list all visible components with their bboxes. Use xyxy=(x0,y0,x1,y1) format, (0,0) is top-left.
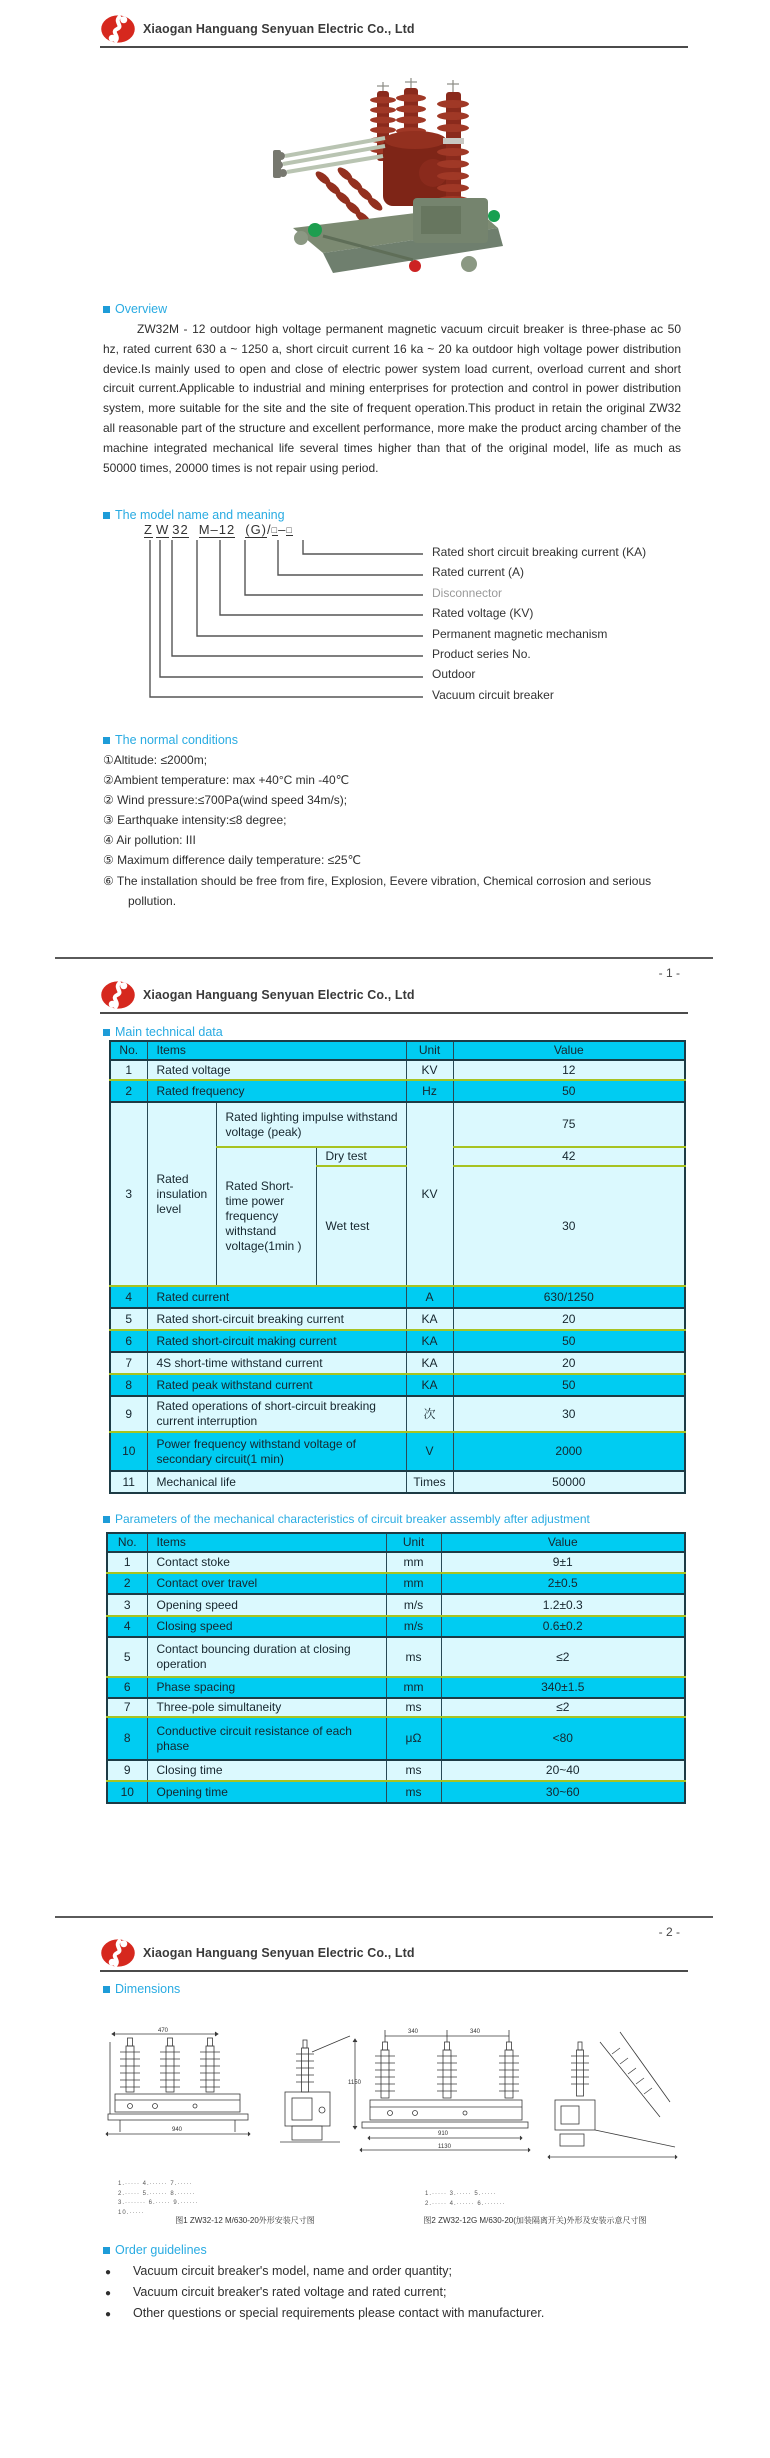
table-row xyxy=(110,1330,685,1352)
col-header: Unit xyxy=(386,1533,441,1552)
cell-no: 3 xyxy=(110,1102,147,1286)
table-row xyxy=(107,1594,685,1616)
cell-unit: KA xyxy=(406,1308,453,1330)
overview-title: Overview xyxy=(115,302,168,316)
table-row xyxy=(110,1080,685,1102)
order-list xyxy=(103,2261,693,2324)
table-row xyxy=(107,1637,685,1677)
cell-item: Contact stoke xyxy=(147,1552,386,1573)
annotation-line: 2.····· 4.······ 6.······· xyxy=(425,2200,506,2207)
dim-label: 470 xyxy=(158,2028,169,2034)
cell-no: 1 xyxy=(107,1552,147,1573)
cell-value: 50 xyxy=(453,1080,685,1102)
cell-value: 30~60 xyxy=(441,1781,685,1803)
table-row xyxy=(110,1374,685,1396)
table-row xyxy=(107,1677,685,1698)
cell-dry-label: Dry test xyxy=(316,1147,406,1166)
cell-no: 6 xyxy=(107,1677,147,1698)
cell-value: 50000 xyxy=(453,1471,685,1493)
cell-value: 30 xyxy=(453,1396,685,1432)
cell-item: Rated short-circuit breaking current xyxy=(147,1308,406,1330)
cell-no: 10 xyxy=(107,1781,147,1803)
table-row xyxy=(110,1396,685,1432)
dim-label: 1130 xyxy=(438,2144,451,2150)
table-header-row xyxy=(107,1533,685,1552)
dim-label: 1150 xyxy=(348,2080,361,2086)
cell-unit: KV xyxy=(406,1102,453,1286)
cell-no: 9 xyxy=(110,1396,147,1432)
company-logo xyxy=(100,14,136,44)
dim-label: 940 xyxy=(172,2127,183,2133)
cell-unit: μΩ xyxy=(386,1717,441,1760)
cell-no: 4 xyxy=(110,1286,147,1308)
table-row xyxy=(110,1308,685,1330)
cell-value: 20 xyxy=(453,1352,685,1374)
cell-value: 20 xyxy=(453,1308,685,1330)
cell-no: 11 xyxy=(110,1471,147,1493)
table-row xyxy=(107,1698,685,1717)
col-header: No. xyxy=(107,1533,147,1552)
table-row xyxy=(110,1352,685,1374)
order-title: Order guidelines xyxy=(115,2243,207,2257)
cell-no: 4 xyxy=(107,1616,147,1637)
cell-freq-label: Rated Short-time power frequency withstand voltage(1min ) xyxy=(216,1147,316,1286)
condition-item: ④ Air pollution: III xyxy=(103,833,196,848)
dim-label: 340 xyxy=(408,2029,419,2035)
section-bullet-icon xyxy=(103,1029,110,1036)
cell-item: Contact over travel xyxy=(147,1573,386,1594)
cell-unit: 次 xyxy=(406,1396,453,1432)
cell-value: 2000 xyxy=(453,1432,685,1471)
section-bullet-icon xyxy=(103,306,110,313)
cell-value: 20~40 xyxy=(441,1760,685,1781)
cell-item: Opening time xyxy=(147,1781,386,1803)
condition-item: ⑥ The installation should be free from fire, Explosion, Eevere vibration, Chemical corrosion and serious pollution. xyxy=(103,873,652,908)
cell-no: 1 xyxy=(110,1060,147,1080)
section-table1 xyxy=(103,1025,223,1039)
company-name: Xiaogan Hanguang Senyuan Electric Co., Ltd xyxy=(143,988,415,1002)
header-rule xyxy=(100,46,688,48)
model-part-slash: / xyxy=(267,522,272,537)
cell-no: 10 xyxy=(110,1432,147,1471)
dim-label: 340 xyxy=(470,2029,481,2035)
cell-item: Rated peak withstand current xyxy=(147,1374,406,1396)
section-bullet-icon xyxy=(103,737,110,744)
model-label: Vacuum circuit breaker xyxy=(432,687,554,702)
cell-unit: ms xyxy=(386,1637,441,1677)
cell-no: 7 xyxy=(110,1352,147,1374)
section-table2 xyxy=(103,1512,590,1526)
figure2-annotations xyxy=(425,2190,505,2209)
company-name: Xiaogan Hanguang Senyuan Electric Co., Ltd xyxy=(143,22,415,36)
page-number-2: - 2 - xyxy=(658,1925,680,1939)
cell-item: Closing time xyxy=(147,1760,386,1781)
overview-paragraph: ZW32M - 12 outdoor high voltage permanent magnetic vacuum circuit breaker is three-phase ac 50 hz, rated current 630 a ~ 1250 a, short circuit current 16 ka ~ 20 ka outdoor high voltage power distribution device.Is mainly used to open and close of electric power system load current, overload current and short circuit current.Applicable to industrial and mining enterprises for protection and control in power distribution system, more suitable for the site and the site of frequent operation.This product in retain the original ZW32 all reasonable part of the structure and excellent performance, more make the product arcing chamber of the machine integrated mechanical life several times higher than that of the original model, life as much as 50000 times, 20000 times is not repair using period. xyxy=(103,322,681,475)
cell-item: Mechanical life xyxy=(147,1471,406,1493)
cell-no: 2 xyxy=(107,1573,147,1594)
table-row xyxy=(107,1760,685,1781)
table-row-insulation xyxy=(110,1102,685,1147)
table2-title: Parameters of the mechanical characteristics of circuit breaker assembly after adjustment xyxy=(115,1512,590,1526)
cell-item: Rated short-circuit making current xyxy=(147,1330,406,1352)
table-row xyxy=(110,1060,685,1080)
section-order xyxy=(103,2243,207,2257)
cell-unit: KA xyxy=(406,1330,453,1352)
section-bullet-icon xyxy=(103,1516,110,1523)
company-logo xyxy=(100,980,136,1010)
cell-no: 7 xyxy=(107,1698,147,1717)
table-row xyxy=(107,1573,685,1594)
cell-item: Three-pole simultaneity xyxy=(147,1698,386,1717)
cell-no: 9 xyxy=(107,1760,147,1781)
condition-item: ①Altitude: ≤2000m; xyxy=(103,753,208,767)
company-logo xyxy=(100,1938,136,1968)
col-header: Value xyxy=(453,1041,685,1060)
cell-value: 340±1.5 xyxy=(441,1677,685,1698)
condition-item: ② Wind pressure:≤700Pa(wind speed 34m/s); xyxy=(103,793,348,808)
section-dimensions xyxy=(103,1982,180,1996)
header-rule xyxy=(100,1970,688,1972)
cell-unit: Hz xyxy=(406,1080,453,1102)
model-part-box2: □ xyxy=(286,525,293,535)
section-bullet-icon xyxy=(103,1986,110,1993)
figure1-annotations xyxy=(118,2180,198,2218)
cell-no: 5 xyxy=(110,1308,147,1330)
page-divider xyxy=(55,957,713,959)
table-row xyxy=(110,1286,685,1308)
cell-value: 30 xyxy=(453,1166,685,1286)
cell-value: <80 xyxy=(441,1717,685,1760)
order-item: ● Other questions or special requirements please contact with manufacturer. xyxy=(103,2303,693,2324)
cell-no: 3 xyxy=(107,1594,147,1616)
model-part-w: W xyxy=(155,522,170,537)
cell-item: Rated operations of short-circuit breaking current interruption xyxy=(147,1396,406,1432)
model-part-g: (G) xyxy=(245,522,268,537)
mechanical-characteristics-table xyxy=(106,1532,686,1804)
cell-impulse-label: Rated lighting impulse withstand voltage (peak) xyxy=(216,1102,406,1147)
figure1-caption: 图1 ZW32-12 M/630-20外形安装尺寸图 xyxy=(175,2216,315,2225)
condition-item: ⑤ Maximum difference daily temperature: ≤25℃ xyxy=(103,853,362,868)
model-label: Outdoor xyxy=(432,667,476,682)
model-label: Rated short circuit breaking current (KA) xyxy=(432,545,647,559)
model-label: Rated current (A) xyxy=(432,565,525,580)
table-row xyxy=(107,1717,685,1760)
cell-item: Conductive circuit resistance of each phase xyxy=(147,1717,386,1760)
model-part-dash: – xyxy=(278,522,287,537)
page-number-1: - 1 - xyxy=(658,966,680,980)
section-conditions xyxy=(103,733,238,747)
section-bullet-icon xyxy=(103,2247,110,2254)
cell-unit: ms xyxy=(386,1760,441,1781)
cell-item: Rated insulation level xyxy=(147,1102,216,1286)
condition-item: ②Ambient temperature: max +40°C min -40℃ xyxy=(103,773,350,788)
condition-item: ③ Earthquake intensity:≤8 degree; xyxy=(103,813,287,828)
cell-no: 6 xyxy=(110,1330,147,1352)
col-header: Items xyxy=(147,1533,386,1552)
dim-label: 910 xyxy=(438,2131,449,2137)
cell-value: 42 xyxy=(453,1147,685,1166)
cell-no: 5 xyxy=(107,1637,147,1677)
model-title: The model name and meaning xyxy=(115,508,285,522)
model-part-z: Z xyxy=(144,522,153,537)
cell-value: 12 xyxy=(453,1060,685,1080)
table-row xyxy=(107,1552,685,1573)
cell-value: 9±1 xyxy=(441,1552,685,1573)
cell-unit: mm xyxy=(386,1677,441,1698)
table-row xyxy=(110,1432,685,1471)
main-technical-data-table xyxy=(109,1040,686,1494)
cell-item: Phase spacing xyxy=(147,1677,386,1698)
dimensions-title: Dimensions xyxy=(115,1982,181,1996)
section-bullet-icon xyxy=(103,512,110,519)
cell-item: Rated voltage xyxy=(147,1060,406,1080)
model-part-32: 32 xyxy=(172,522,189,537)
table-header-row xyxy=(110,1041,685,1060)
figure2-caption: 图2 ZW32-12G M/630-20(加装隔离开关)外形及安装示意尺寸图 xyxy=(423,2216,647,2225)
table1-title: Main technical data xyxy=(115,1025,223,1039)
cell-item: Rated current xyxy=(147,1286,406,1308)
conditions-list xyxy=(103,750,698,911)
annotation-line: 2.····· 5.······ 8.······ xyxy=(118,2190,196,2197)
cell-unit: Times xyxy=(406,1471,453,1493)
cell-item: Power frequency withstand voltage of secondary circuit(1 min) xyxy=(147,1432,406,1471)
model-part-m12: M–12 xyxy=(198,522,236,537)
cell-no: 2 xyxy=(110,1080,147,1102)
cell-value: 75 xyxy=(453,1102,685,1147)
annotation-line: 1.····· 4.······ 7.····· xyxy=(118,2181,193,2187)
cell-no: 8 xyxy=(110,1374,147,1396)
dimension-drawings xyxy=(100,2022,690,2182)
cell-unit: mm xyxy=(386,1552,441,1573)
cell-item: Contact bouncing duration at closing operation xyxy=(147,1637,386,1677)
model-label: Product series No. xyxy=(432,646,531,661)
model-label: Permanent magnetic mechanism xyxy=(432,626,608,641)
table-row xyxy=(107,1781,685,1803)
col-header: Items xyxy=(147,1041,406,1060)
model-connector-lines xyxy=(140,540,430,702)
model-label: Disconnector xyxy=(432,585,503,600)
model-label: Rated voltage (KV) xyxy=(432,606,534,621)
col-header: No. xyxy=(110,1041,147,1060)
col-header: Value xyxy=(441,1533,685,1552)
cell-unit: m/s xyxy=(386,1594,441,1616)
product-photo xyxy=(263,78,523,288)
cell-unit: ms xyxy=(386,1698,441,1717)
cell-unit: KA xyxy=(406,1374,453,1396)
cell-item: Rated frequency xyxy=(147,1080,406,1102)
table-row xyxy=(110,1471,685,1493)
cell-value: 50 xyxy=(453,1374,685,1396)
cell-unit: V xyxy=(406,1432,453,1471)
cell-value: 0.6±0.2 xyxy=(441,1616,685,1637)
cell-item: Closing speed xyxy=(147,1616,386,1637)
company-name: Xiaogan Hanguang Senyuan Electric Co., Ltd xyxy=(143,1946,415,1960)
model-code xyxy=(144,522,293,537)
annotation-line: 3.······· 6.····· 9.······ xyxy=(118,2200,199,2206)
model-labels xyxy=(432,545,646,708)
cell-value: 2±0.5 xyxy=(441,1573,685,1594)
cell-value: ≤2 xyxy=(441,1698,685,1717)
cell-value: 1.2±0.3 xyxy=(441,1594,685,1616)
cell-value: 630/1250 xyxy=(453,1286,685,1308)
cell-unit: m/s xyxy=(386,1616,441,1637)
annotation-line: 1.····· 3.····· 5.····· xyxy=(425,2191,497,2197)
page-divider xyxy=(55,1916,713,1918)
cell-item: Opening speed xyxy=(147,1594,386,1616)
model-part-box1: □ xyxy=(271,525,279,535)
table-row xyxy=(107,1616,685,1637)
cell-value: ≤2 xyxy=(441,1637,685,1677)
cell-wet-label: Wet test xyxy=(316,1166,406,1286)
section-model xyxy=(103,508,285,522)
cell-unit: KA xyxy=(406,1352,453,1374)
cell-unit: A xyxy=(406,1286,453,1308)
annotation-line: 10.····· xyxy=(118,2209,145,2216)
cell-unit: ms xyxy=(386,1781,441,1803)
order-item: ● Vacuum circuit breaker's model, name and order quantity; xyxy=(103,2261,693,2282)
cell-no: 8 xyxy=(107,1717,147,1760)
cell-value: 50 xyxy=(453,1330,685,1352)
cell-item: 4S short-time withstand current xyxy=(147,1352,406,1374)
cell-unit: KV xyxy=(406,1060,453,1080)
header-rule xyxy=(100,1012,688,1014)
col-header: Unit xyxy=(406,1041,453,1060)
conditions-title: The normal conditions xyxy=(115,733,238,747)
section-overview xyxy=(103,302,167,316)
order-item: ● Vacuum circuit breaker's rated voltage and rated current; xyxy=(103,2282,693,2303)
cell-unit: mm xyxy=(386,1573,441,1594)
